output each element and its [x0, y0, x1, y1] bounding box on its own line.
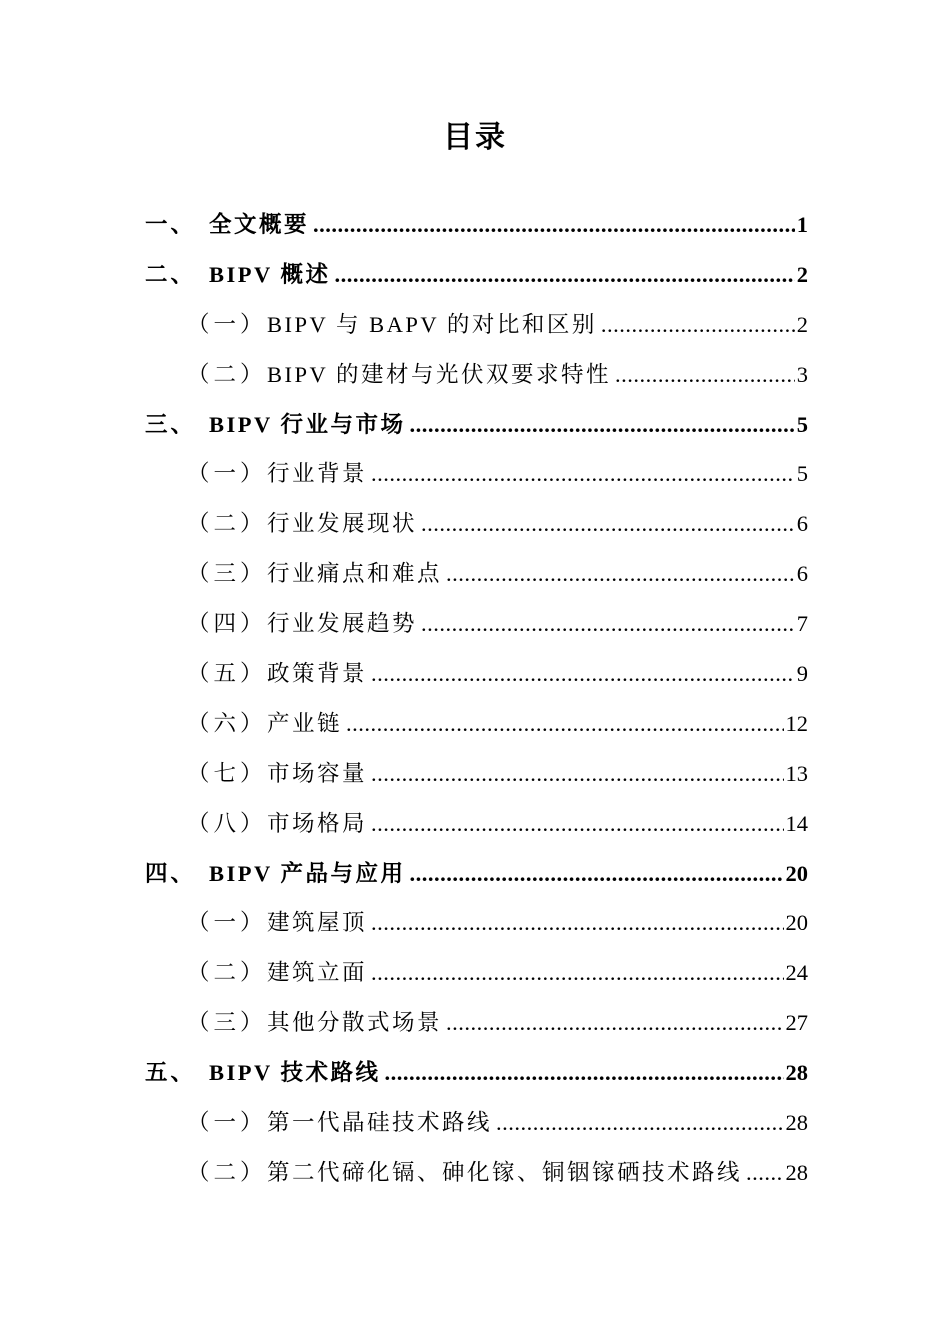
toc-entry-label: 第二代碲化镉、砷化镓、铜铟镓硒技术路线	[267, 1159, 743, 1185]
toc-entry-number: （三）	[187, 1010, 267, 1036]
toc-entry-page: 7	[796, 611, 808, 637]
toc-dot-leader	[371, 948, 783, 998]
toc-entry-number: （一）	[187, 461, 267, 487]
toc-entry-label: 行业痛点和难点	[267, 561, 443, 587]
toc-entry-page: 9	[796, 661, 808, 687]
toc-dot-leader	[371, 449, 795, 499]
toc-dot-leader	[409, 400, 794, 450]
toc-entry-page: 24	[785, 960, 808, 986]
toc-entry-number: （八）	[187, 810, 267, 836]
toc-entry-label: BIPV 的建材与光伏双要求特性	[267, 361, 611, 387]
toc-entry-page: 28	[785, 1110, 808, 1136]
toc-entry-number: （二）	[187, 361, 267, 387]
toc-entry-page: 13	[785, 760, 808, 786]
toc-entry-label: 市场容量	[267, 760, 368, 786]
toc-dot-leader	[371, 799, 783, 849]
toc-entry-label: 其他分散式场景	[267, 1010, 443, 1036]
toc-dot-leader	[601, 300, 795, 350]
toc-entry-label: 全文概要	[209, 212, 310, 237]
toc-entry-label: BIPV 产品与应用	[209, 860, 406, 886]
toc-entry-label: BIPV 行业与市场	[209, 411, 406, 437]
toc-entry-label: 行业发展趋势	[267, 611, 418, 637]
toc-entry-page: 20	[785, 910, 808, 936]
toc-dot-leader	[371, 649, 795, 699]
toc-entry-label: 产业链	[267, 710, 343, 736]
toc-entry-page: 2	[796, 261, 808, 287]
toc-entry-number: （五）	[187, 661, 267, 687]
page-title: 目录	[443, 121, 507, 154]
toc-entry-label: 建筑屋顶	[267, 910, 368, 936]
toc-entry-number: 一、	[145, 212, 197, 237]
toc-entry-page: 28	[785, 1159, 808, 1185]
toc-entry-number: （四）	[187, 611, 267, 637]
toc-entry-number: （一）	[187, 1110, 267, 1136]
toc-entry-number: （七）	[187, 760, 267, 786]
toc-entry[interactable]	[145, 1148, 808, 1198]
toc-entry[interactable]	[145, 549, 808, 599]
toc-dot-leader	[313, 200, 795, 250]
toc-entry-page: 14	[785, 810, 808, 836]
toc-dot-leader	[371, 749, 783, 799]
toc-dot-leader	[446, 549, 795, 599]
toc-entry-page: 6	[796, 561, 808, 587]
toc-entry-label: BIPV 与 BAPV 的对比和区别	[267, 311, 597, 337]
toc-entry[interactable]	[145, 300, 808, 350]
toc-entry-number: （二）	[187, 1159, 267, 1185]
toc-entry[interactable]	[145, 499, 808, 549]
toc-entry[interactable]	[145, 599, 808, 649]
toc-entry-page: 3	[796, 361, 808, 387]
toc-entry-number: 二、	[145, 261, 197, 287]
toc-dot-leader	[446, 998, 783, 1048]
toc-entry-label: 建筑立面	[267, 960, 368, 986]
toc-dot-leader	[615, 350, 795, 400]
toc-entry-number: （二）	[187, 511, 267, 537]
toc-entry-number: （三）	[187, 561, 267, 587]
toc-entry-number: （一）	[187, 311, 267, 337]
toc-entry-label: 行业发展现状	[267, 511, 418, 537]
toc-dot-leader	[371, 898, 783, 948]
toc-entry-label: 政策背景	[267, 661, 368, 687]
toc-entry-label: BIPV 概述	[209, 261, 331, 287]
toc-entry-page: 27	[785, 1010, 808, 1036]
toc-entry-label: 行业背景	[267, 461, 368, 487]
toc-entry-page: 6	[796, 511, 808, 537]
toc-entry-label: 市场格局	[267, 810, 368, 836]
toc-entry[interactable]	[145, 948, 808, 998]
toc-entry[interactable]	[145, 699, 808, 749]
toc-entry-label: BIPV 技术路线	[209, 1060, 381, 1086]
toc-entry-number: 三、	[145, 411, 197, 437]
toc-entry[interactable]	[145, 649, 808, 699]
toc-dot-leader	[346, 699, 783, 749]
toc-entry-page: 28	[785, 1060, 808, 1086]
toc-dot-leader	[746, 1148, 783, 1198]
table-of-contents	[145, 200, 808, 1198]
toc-entry[interactable]	[145, 400, 808, 450]
toc-entry-page: 5	[796, 411, 808, 437]
toc-entry[interactable]	[145, 1098, 808, 1148]
toc-entry[interactable]	[145, 250, 808, 300]
toc-entry-number: （一）	[187, 910, 267, 936]
toc-entry-page: 12	[785, 710, 808, 736]
toc-dot-leader	[409, 849, 783, 899]
toc-dot-leader	[421, 499, 795, 549]
toc-entry[interactable]	[145, 200, 808, 250]
toc-entry-number: 五、	[145, 1060, 197, 1086]
toc-entry[interactable]	[145, 1048, 808, 1098]
toc-entry[interactable]	[145, 350, 808, 400]
toc-entry[interactable]	[145, 749, 808, 799]
toc-entry-page: 2	[796, 311, 808, 337]
toc-dot-leader	[421, 599, 795, 649]
toc-dot-leader	[384, 1048, 783, 1098]
toc-entry[interactable]	[145, 449, 808, 499]
toc-entry-number: （六）	[187, 710, 267, 736]
toc-dot-leader	[334, 250, 794, 300]
toc-entry-page: 20	[785, 860, 808, 886]
toc-entry[interactable]	[145, 849, 808, 899]
toc-entry[interactable]	[145, 998, 808, 1048]
toc-entry-number: 四、	[145, 860, 197, 886]
toc-entry-label: 第一代晶硅技术路线	[267, 1110, 493, 1136]
toc-entry-page: 5	[796, 461, 808, 487]
toc-entry[interactable]	[145, 799, 808, 849]
toc-dot-leader	[496, 1098, 783, 1148]
toc-entry-page: 1	[796, 212, 808, 237]
toc-entry[interactable]	[145, 898, 808, 948]
toc-entry-number: （二）	[187, 960, 267, 986]
